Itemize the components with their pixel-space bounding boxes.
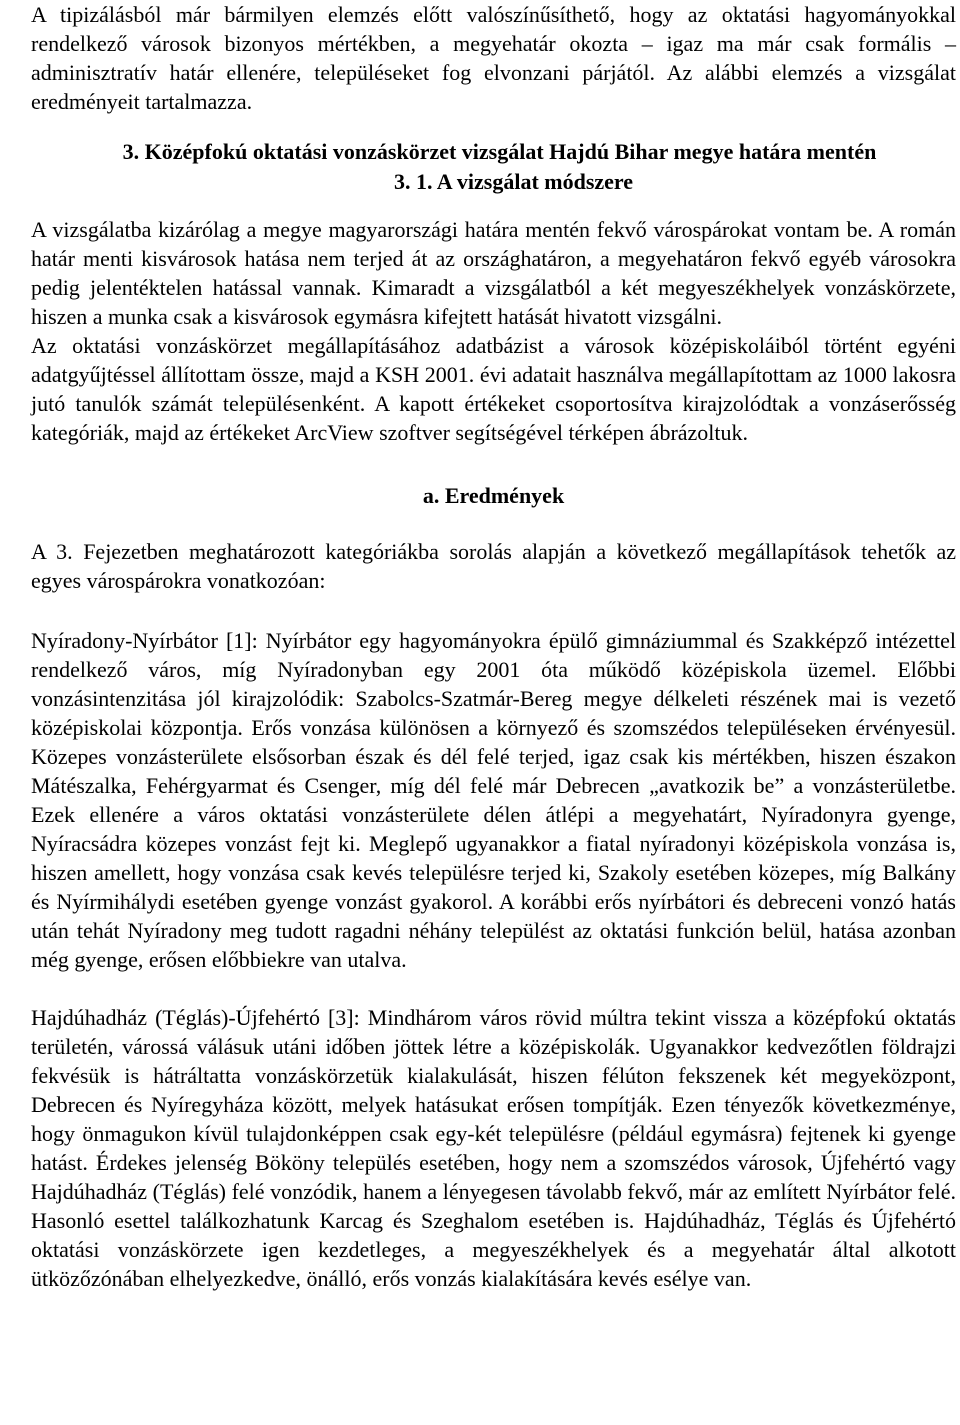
city-pair-paragraph-nyiradony-nyirbator: Nyíradony-Nyírbátor [1]: Nyírbátor egy hagyományokra épülő gimnáziummal és Szakképző intézettel rendelkező város, míg Nyíradonyban egy 2001 óta működő középiskola üzemel. Előbbi vonzásintenzitása jól kirajzolódik: Szabolcs-Szatmár-Bereg megye délkeleti részének mai is vezető középiskolai központja. Erős vonzása különösen a környező és szomszédos településeken érvényesül. Közepes vonzásterülete elsősorban észak és dél felé terjed, igaz csak kis mértékben, hiszen északon Mátészalka, Fehérgyarmat és Csenger, míg dél felé már Debrecen „avatkozik be” a vonzásterületbe. Ezek ellenére a város oktatási vonzásterülete délen átlépi a megyehatárt, Nyíradonyra gyenge, Nyíracsádra közepes vonzást fejt ki. Meglepő ugyanakkor a fiatal nyíradonyi középiskola vonzása is, hiszen amellett, hogy vonzása csak kevés településre terjed ki, Szakoly esetében közepes, míg Balkány és Nyírmihálydi esetében gyenge vonzást gyakorol. A korábbi erős nyírbátori és debreceni vonzó hatás után tehát Nyíradony meg tudott ragadni néhány települést az oktatási funkción belül, hatása azonban még gyenge, erősen előbbiekre van utalva. xyxy=(31,628,956,972)
method-paragraph-1: A vizsgálatba kizárólag a megye magyarországi határa mentén fekvő várospárokat vontam be. A román határ menti kisvárosok hatása nem terjed át az országhatáron, a megyehatáron fekvő egyéb városokra pedig jelentéktelen hatással vannak. Kimaradt a vizsgálatból a két megyeszékhelyek vonzáskörzete, hiszen a munka csak a kisvárosok egymásra kifejtett hatását hivatott vizsgálni. xyxy=(31,217,956,329)
method-paragraph-2: Az oktatási vonzáskörzet megállapításához adatbázist a városok középiskoláiból történt egyéni adatgyűjtéssel állítottam össze, majd a KSH 2001. évi adatait használva megállapítottam az 1000 lakosra jutó tanulók számát településenként. A kapott értékeket csoportosítva kirajzolódtak a vonzáserősség kategóriák, majd az értékeket ArcView szoftver segítségével térképen ábrázoltuk. xyxy=(31,333,956,445)
intro-paragraph: A tipizálásból már bármilyen elemzés előtt valószínűsíthető, hogy az oktatási hagyományokkal rendelkező városok bizonyos mértékben, a megyehatár okozta – igaz ma már csak formális – adminisztratív határ ellenére, településeket fog elvonzani párjától. Az alábbi elemzés a vizsgálat eredményeit tartalmazza. xyxy=(31,2,956,114)
results-intro-paragraph: A 3. Fejezetben meghatározott kategóriákba sorolás alapján a következő megállapítások tehetők az egyes várospárokra vonatkozóan: xyxy=(31,539,956,593)
city-pair-paragraph-hajduhadhaz-ujfeherto: Hajdúhadház (Téglás)-Újfehértó [3]: Mindhárom város rövid múltra tekint vissza a középfokú oktatás területén, várossá válásuk utáni időben jöttek létre a középiskolák. Ugyanakkor kedvezőtlen földrajzi fekvésük is hátráltatta vonzáskörzetük kialakulását, hiszen félúton fekszenek két megyeközpont, Debrecen és Nyíregyháza között, melyek hatásukat erősen tompítják. Ezen tényezők következménye, hogy önmagukon kívül tulajdonképpen csak egy-két településre (például egymásra) fejtenek ki gyenge hatást. Érdekes jelenség Bököny település esetében, hogy nem a szomszédos városok, Újfehértó vagy Hajdúhadház (Téglás) felé vonzódik, hanem a lényegesen távolabb fekvő, már az említett Nyírbátor felé. Hasonló esettel találkozhatunk Karcag és Szeghalom esetében is. Hajdúhadház, Téglás és Újfehértó oktatási vonzáskörzete igen kezdetleges, a megyeszékhelyek és a megyehatár által alkotott ütközőzónában elhelyezkedve, önálló, erős vonzás kialakítására kevés esélye van. xyxy=(31,1005,956,1291)
document-page xyxy=(31,0,956,1293)
subsection-heading: 3. 1. A vizsgálat módszere xyxy=(393,169,634,194)
results-heading: a. Eredmények xyxy=(422,483,565,508)
section-heading: 3. Középfokú oktatási vonzáskörzet vizsgálat Hajdú Bihar megye határa mentén xyxy=(122,139,877,164)
